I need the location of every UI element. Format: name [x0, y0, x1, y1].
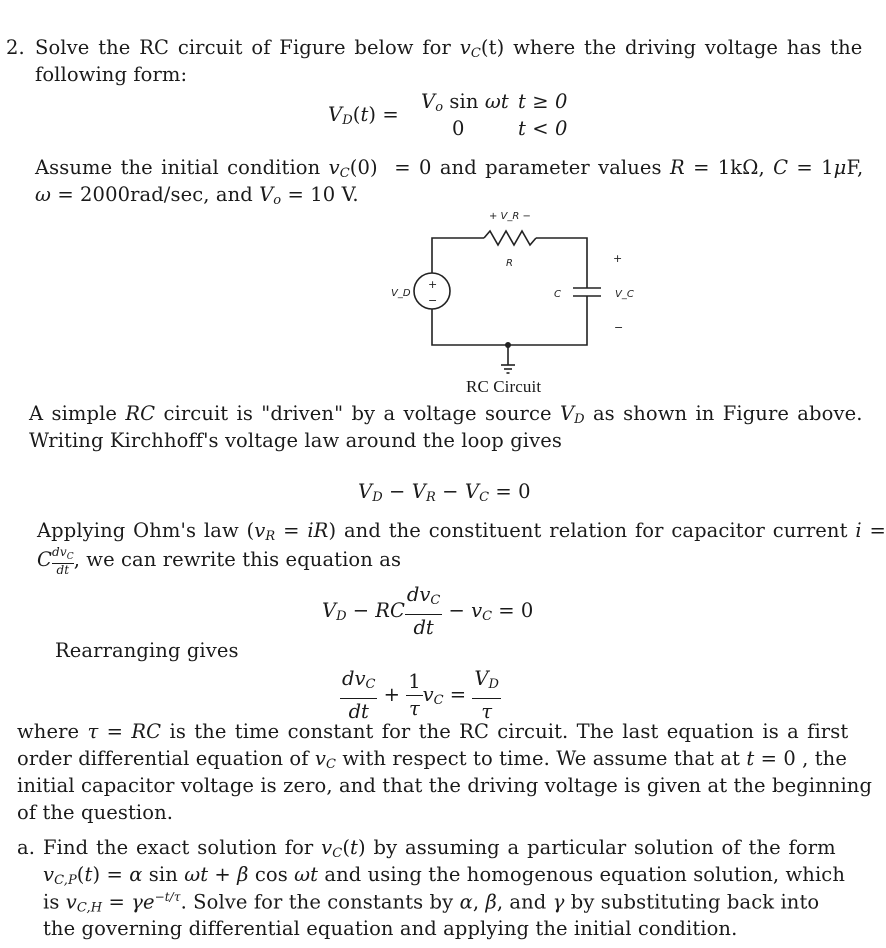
piecewise-case1-condition: t ≥ 0	[518, 90, 568, 113]
ground-node	[505, 342, 511, 348]
wire-top-right	[536, 238, 587, 288]
equation-first-order: $\frac{dv_C}{dt}$ + $\frac{1}{\tau}$ $v_C$ = $\frac{V_D}{\tau}$	[342, 667, 499, 723]
rearranging-text: Rearranging gives	[55, 639, 239, 662]
assume-line-2: ω = 2000rad/sec, and $V_o = 10$ V.	[35, 183, 359, 208]
label-r: R	[506, 258, 513, 269]
label-vc: V_C	[615, 289, 634, 300]
paragraph3-line2: order differential equation of $v_C$ with respect to time. We assume that at t = 0 , the	[17, 747, 847, 772]
paragraph1-line2: Writing Kirchhoff's voltage law around the loop gives	[29, 429, 562, 452]
rc-circuit-diagram	[380, 205, 650, 390]
paragraph2-line1: Applying Ohm's law $(v_R = iR)$ and the constituent relation for capacitor current i =	[37, 519, 886, 544]
paragraph3-line1: where τ = RC is the time constant for the RC circuit. The last equation is a first	[17, 720, 849, 743]
problem-number: 2.	[6, 36, 25, 59]
equation-rc: $V_D$ − RC $\frac{dv_C}{dt}$ − $v_C = 0$	[322, 583, 534, 639]
part-a-line1: Find the exact solution for $v_C(t)$ by assuming a particular solution of the form	[43, 836, 836, 861]
part-a-line2: $v_{C,P}(t) = \alpha$ sin ωt + β cos ωt and using the homogenous equation solution, which	[43, 863, 845, 888]
label-vr: + V_R −	[489, 211, 531, 222]
problem-intro-line-2: following form:	[35, 63, 188, 86]
paragraph3-line4: of the question.	[17, 801, 174, 824]
piecewise-case2-value: 0	[452, 117, 465, 140]
part-a-line3: is $v_{C,H} = \gamma e^{-t/\tau}$. Solve for the constants by α, β, and γ by substituting back into	[43, 890, 820, 916]
paragraph3-line3: initial capacitor voltage is zero, and that the driving voltage is given at the beginning	[17, 774, 873, 797]
part-a-line4: the governing differential equation and applying the initial condition.	[43, 917, 738, 940]
problem-intro-line-1: Solve the RC circuit of Figure below for $v_C(t)$ where the driving voltage has the	[35, 36, 863, 61]
label-c: C	[554, 289, 561, 300]
paragraph1-line1: A simple RC circuit is "driven" by a voltage source $V_D$ as shown in Figure above.	[29, 402, 863, 427]
piecewise-lhs: $V_D(t)$ =	[328, 103, 399, 128]
label-vd: V_D	[391, 288, 411, 299]
circuit-caption: RC Circuit	[466, 377, 542, 396]
piecewise-case2-condition: t < 0	[518, 117, 568, 140]
vc-minus: −	[614, 321, 624, 334]
equation-kvl: $V_D - V_R - V_C = 0$	[358, 480, 531, 505]
source-minus: −	[428, 294, 438, 307]
paragraph2-line2: C $dv_C$ dt , we can rewrite this equation as	[37, 545, 402, 577]
piecewise-case1-value: $V_o$ sin ωt	[421, 90, 509, 115]
part-a-label: a.	[17, 836, 36, 859]
vc-plus: +	[613, 252, 623, 265]
resistor-symbol	[484, 231, 536, 245]
assume-line-1: Assume the initial condition $v_C(0) = 0$ and parameter values R = 1kΩ, C = 1μF,	[35, 156, 864, 181]
source-plus: +	[428, 278, 438, 291]
wire-right-bottom	[432, 296, 587, 345]
